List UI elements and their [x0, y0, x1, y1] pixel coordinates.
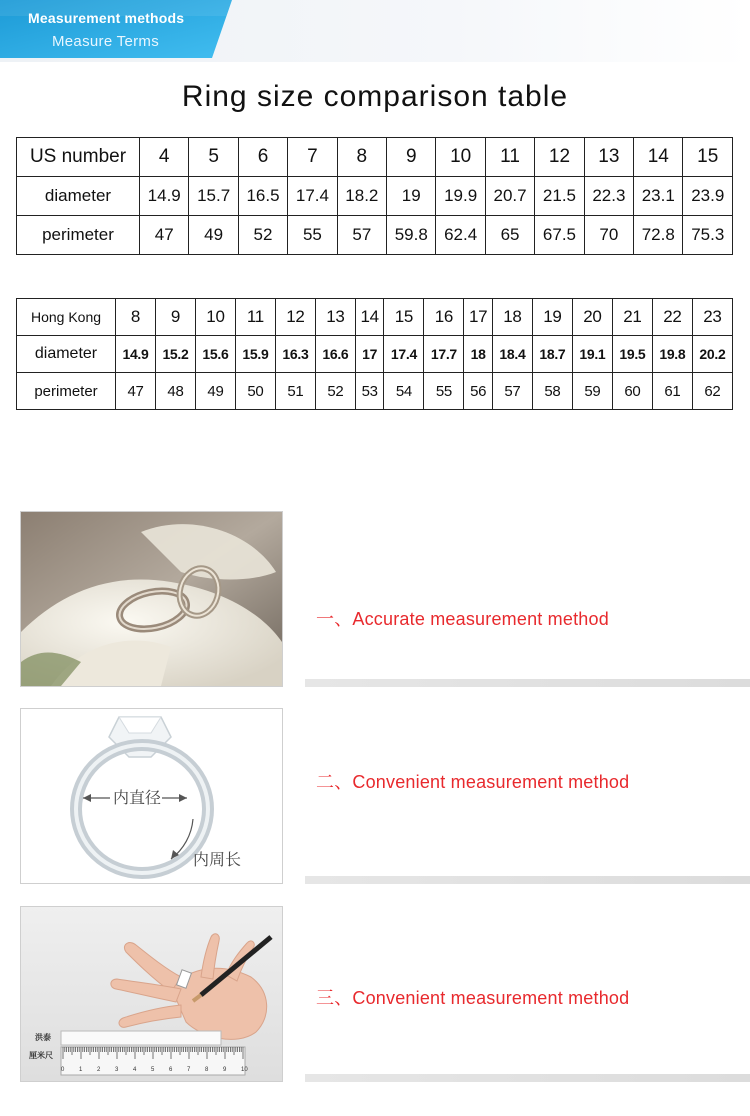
table-cell: 19.8 [652, 336, 692, 373]
table-row [17, 138, 733, 177]
table-cell: 10 [195, 299, 235, 336]
table-cell: 75.3 [683, 216, 733, 255]
ruler-tick-label: 5 [151, 1067, 155, 1073]
divider [305, 679, 750, 687]
banner-title: Measurement methods [28, 10, 185, 26]
ruler-tick-label: 3 [115, 1067, 119, 1073]
ruler-tick-label: 1 [79, 1067, 83, 1073]
table-cell: 53 [355, 373, 384, 410]
table-cell: 16 [424, 299, 464, 336]
table-cell: 22 [652, 299, 692, 336]
banner-subtitle: Measure Terms [52, 33, 159, 50]
method-1-label: 一、Accurate measurement method [316, 609, 609, 629]
table-cell: 21 [612, 299, 652, 336]
table-cell: 19.9 [436, 177, 485, 216]
table-cell: 4 [140, 138, 189, 177]
table-cell: 19.1 [572, 336, 612, 373]
table-cell: 19 [387, 177, 436, 216]
table-cell: 17 [464, 299, 493, 336]
table-cell: 60 [612, 373, 652, 410]
table-cell: 20.7 [485, 177, 534, 216]
table-cell: 56 [464, 373, 493, 410]
ruler-label-bottom: 厘米尺 [29, 1051, 53, 1060]
row-header: diameter [17, 336, 116, 373]
table-cell: 12 [275, 299, 315, 336]
divider [305, 876, 750, 884]
table-cell: 57 [492, 373, 532, 410]
hk-size-table [16, 298, 733, 410]
table-cell: 67.5 [535, 216, 584, 255]
table-cell: 14 [355, 299, 384, 336]
table-cell: 5 [189, 138, 238, 177]
table-cell: 23.9 [683, 177, 733, 216]
ruler-tick-label: 8 [205, 1067, 209, 1073]
table-cell: 15.7 [189, 177, 238, 216]
row-header: perimeter [17, 373, 116, 410]
table-cell: 16.5 [238, 177, 287, 216]
table-cell: 15 [384, 299, 424, 336]
table-cell: 70 [584, 216, 633, 255]
table-cell: 52 [315, 373, 355, 410]
table-cell: 59 [572, 373, 612, 410]
table-cell: 13 [584, 138, 633, 177]
table-cell: 6 [238, 138, 287, 177]
rings-photo [20, 511, 283, 687]
table-row [17, 373, 733, 410]
table-cell: 23 [692, 299, 732, 336]
table-cell: 17.4 [384, 336, 424, 373]
inner-diameter-label: 内直径 [113, 790, 162, 807]
ring-diagram [20, 708, 283, 884]
table-cell: 49 [189, 216, 238, 255]
table-cell: 18.2 [337, 177, 386, 216]
ruler-tick-label: 9 [223, 1067, 227, 1073]
divider [305, 1074, 750, 1082]
table-cell: 15.9 [235, 336, 275, 373]
table-cell: 17.4 [288, 177, 337, 216]
row-header: perimeter [17, 216, 140, 255]
table-cell: 21.5 [535, 177, 584, 216]
ruler-tick-label: 7 [187, 1067, 191, 1073]
table-cell: 22.3 [584, 177, 633, 216]
ruler-label-top: 洪泰 [35, 1033, 51, 1042]
table-cell: 7 [288, 138, 337, 177]
table-cell: 52 [238, 216, 287, 255]
ruler-tick-label: 6 [169, 1067, 173, 1073]
table-cell: 51 [275, 373, 315, 410]
hand-ruler-photo [20, 906, 283, 1082]
table-cell: 18 [464, 336, 493, 373]
table-cell: 16.3 [275, 336, 315, 373]
table-cell: 9 [155, 299, 195, 336]
table-row [17, 336, 733, 373]
table-cell: 17 [355, 336, 384, 373]
page-title: Ring size comparison table [181, 80, 569, 113]
table-cell: 65 [485, 216, 534, 255]
table-cell: 10 [436, 138, 485, 177]
row-header: US number [17, 138, 140, 177]
table-cell: 49 [195, 373, 235, 410]
table-cell: 15.2 [155, 336, 195, 373]
table-cell: 57 [337, 216, 386, 255]
inner-perimeter-label: 内周长 [193, 852, 242, 869]
table-cell: 59.8 [387, 216, 436, 255]
method-3-label: 三、Convenient measurement method [316, 988, 630, 1008]
table-cell: 19.5 [612, 336, 652, 373]
table-cell: 20 [572, 299, 612, 336]
table-cell: 19 [532, 299, 572, 336]
table-cell: 12 [535, 138, 584, 177]
table-cell: 62.4 [436, 216, 485, 255]
table-cell: 14.9 [140, 177, 189, 216]
table-cell: 58 [532, 373, 572, 410]
ruler-tick-label: 0 [61, 1067, 65, 1073]
table-cell: 9 [387, 138, 436, 177]
table-cell: 48 [155, 373, 195, 410]
table-row [17, 216, 733, 255]
table-cell: 72.8 [634, 216, 683, 255]
table-cell: 11 [235, 299, 275, 336]
table-cell: 13 [315, 299, 355, 336]
table-cell: 20.2 [692, 336, 732, 373]
table-cell: 18 [492, 299, 532, 336]
table-cell: 54 [384, 373, 424, 410]
table-cell: 15.6 [195, 336, 235, 373]
table-cell: 50 [235, 373, 275, 410]
table-cell: 17.7 [424, 336, 464, 373]
table-cell: 14.9 [116, 336, 156, 373]
table-cell: 47 [140, 216, 189, 255]
table-row [17, 299, 733, 336]
banner-tab [0, 0, 232, 58]
table-row [17, 177, 733, 216]
ruler-tick-label: 2 [97, 1067, 101, 1073]
ruler-tick-label: 10 [241, 1067, 248, 1073]
table-cell: 62 [692, 373, 732, 410]
ruler-tick-label: 4 [133, 1067, 137, 1073]
method-2-label: 二、Convenient measurement method [316, 772, 630, 792]
row-header: diameter [17, 177, 140, 216]
table-cell: 18.4 [492, 336, 532, 373]
table-cell: 18.7 [532, 336, 572, 373]
table-cell: 55 [424, 373, 464, 410]
us-size-table [16, 137, 733, 255]
row-header: Hong Kong [17, 299, 116, 336]
table-cell: 55 [288, 216, 337, 255]
table-cell: 14 [634, 138, 683, 177]
table-cell: 11 [485, 138, 534, 177]
table-cell: 23.1 [634, 177, 683, 216]
table-cell: 16.6 [315, 336, 355, 373]
table-cell: 47 [116, 373, 156, 410]
table-cell: 8 [116, 299, 156, 336]
table-cell: 8 [337, 138, 386, 177]
table-cell: 61 [652, 373, 692, 410]
table-cell: 15 [683, 138, 733, 177]
